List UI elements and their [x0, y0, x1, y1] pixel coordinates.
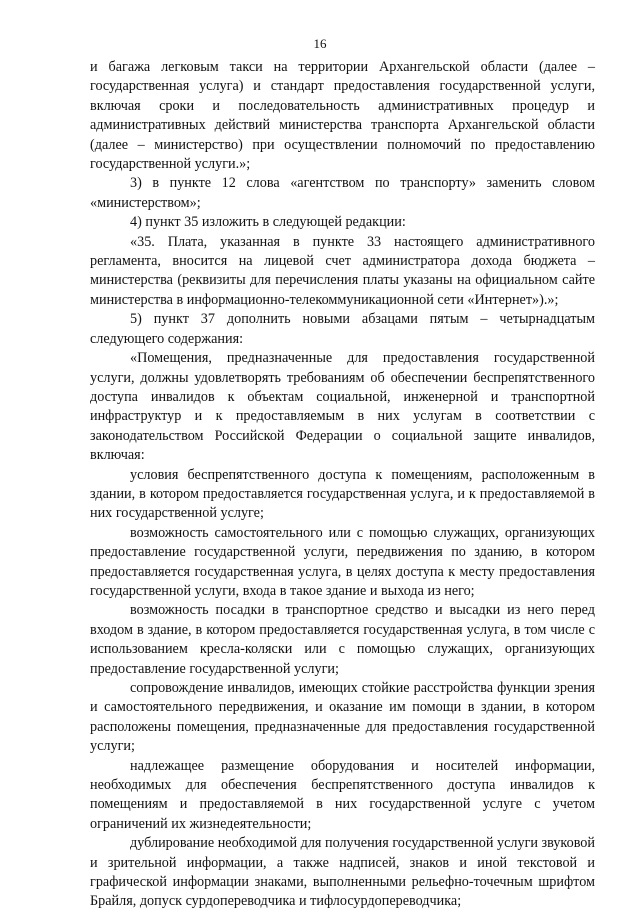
- paragraph: 3) в пункте 12 слова «агентством по транспорту» заменить словом «министерством»;: [90, 175, 595, 211]
- paragraph: 4) пункт 35 изложить в следующей редакции:: [130, 214, 406, 231]
- paragraph: 5) пункт 37 дополнить новыми абзацами пятым – четырнадцатым следующего содержания:: [90, 311, 595, 347]
- paragraph: условия беспрепятственного доступа к помещениям, расположенным в здании, в котором предоставляется государственная услуга, и к предоставляемой в них государственной услуге;: [90, 466, 595, 522]
- paragraph: сопровождение инвалидов, имеющих стойкие расстройства функции зрения и самостоятельного передвижения, и оказание им помощи в здании, в котором расположены помещения, предназначенные для предоставления государственной услуги;: [90, 680, 595, 755]
- paragraph: надлежащее размещение оборудования и носителей информации, необходимых для обеспечения беспрепятственного доступа инвалидов к помещениям и предоставляемой в них государственной услуге с учетом ограничений их жизнедеятельности;: [90, 757, 595, 832]
- paragraph: «Помещения, предназначенные для предоставления государственной услуги, должны удовлетворять требованиям об обеспечении беспрепятственного доступа инвалидов к объектам социальной, инженерной и транспортной инфраструктур и к предоставляемым в них услугам в соответствии с законодательством Российской Федерации о социальной защите инвалидов, включая:: [90, 350, 595, 464]
- paragraph: дублирование необходимой для получения государственной услуги звуковой и зрительной информации, а также надписей, знаков и иной текстовой и графической информации знаками, выполненными рельефно-точечным шрифтом Брайля, допуск сурдопереводчика и тифлосурдопереводчика;: [90, 835, 595, 910]
- document-body: [90, 58, 595, 912]
- page-number: 16: [313, 36, 327, 51]
- paragraph: «35. Плата, указанная в пункте 33 настоящего административного регламента, вносится на лицевой счет администратора дохода бюджета – министерства (реквизиты для перечисления платы указаны на официальном сайте министерства в информационно-телекоммуникационной сети «Интернет»).»;: [90, 233, 595, 308]
- paragraph: возможность самостоятельного или с помощью служащих, организующих предоставление государственной услуги, передвижения по зданию, в котором предоставляется государственная услуга, в целях доступа к месту предоставления государственной услуги, входа в такое здание и выхода из него;: [90, 524, 595, 599]
- paragraph: возможность посадки в транспортное средство и высадки из него перед входом в здание, в котором предоставляется государственная услуга, в том числе с использованием кресла-коляски или с помощью служащих, организующих предоставление государственной услуги;: [90, 602, 595, 677]
- paragraph: и багажа легковым такси на территории Архангельской области (далее – государственная услуга) и стандарт предоставления государственной услуги, включая сроки и последовательность административных процедур и административных действий министерства транспорта Архангельской области (далее – министерство) при осуществлении полномочий по предоставлению государственной услуги.»;: [90, 59, 595, 173]
